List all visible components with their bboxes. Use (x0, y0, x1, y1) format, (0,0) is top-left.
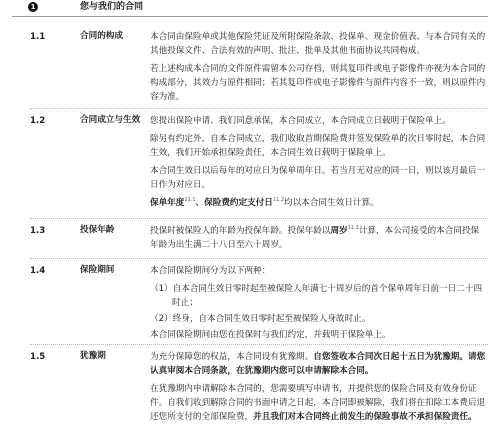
section-body (150, 264, 486, 346)
section-body (150, 350, 486, 428)
section-title: 合同的构成 (80, 31, 123, 41)
term-full-age: 周岁 (330, 226, 348, 236)
section-divider (30, 344, 488, 345)
list-item: （1）自本合同生效日零时起至被保险人年满七十周岁后的首个保单周年日前一日二十四时止； (150, 284, 483, 308)
section-body (150, 30, 486, 108)
paragraph: 本合同生效日以后每年的对应日为保单周年日。若当月无对应的同一日，则以该月最后一日作为对应日。 (150, 166, 486, 190)
paragraph: 您提出保险申请、我们同意承保，本合同成立，本合同成立日载明于保险单上。 (150, 116, 451, 126)
section-divider (30, 258, 488, 259)
footnote-ref: 11.1 (184, 197, 196, 204)
term-policy-year: 保单年度 (150, 198, 185, 208)
text-run: 在犹豫期内申请解除本合同的，您需要填写申请书，并提供您的保险合同及有效身份证件。自我们收到解除合同的书面申请之日起，本合同即被解除，我们将在扣除工本费后退还您所支付的全部保险费， (150, 384, 486, 422)
text-run-bold: 自您签收本合同次日起十五日为犹豫期。请您认真审阅本合同条款，在犹豫期内您可以申请解除本合同。 (150, 352, 486, 376)
paragraph (150, 382, 486, 424)
chapter-title: 您与我们的合同 (80, 2, 144, 12)
section-number: 1.4 (30, 266, 46, 276)
section-title: 合同成立与生效 (80, 115, 141, 125)
paragraph (150, 350, 486, 378)
paragraph: 本合同保险期间分为以下两种： (150, 266, 271, 276)
text-run: 投保时被保险人的年龄为投保年龄。投保年龄以 (150, 226, 331, 236)
term-premium-date: 、保险费约定支付日 (195, 198, 273, 208)
paragraph (150, 224, 486, 252)
text-run: 计算，本公司接受的本合同投保年龄为出生满二十八日至六十周岁。 (150, 226, 480, 250)
footnote-ref: 11.2 (272, 197, 285, 204)
text-run: 为充分保障您的权益，本合同设有犹豫期。 (150, 352, 314, 362)
section-title: 投保年龄 (80, 225, 115, 235)
paragraph: 本合同保险期间由您在投保时与我们约定，并载明于保险单上。 (150, 330, 391, 340)
paragraph: 若上述构成本合同的文件原件需留本公司存档，则其复印件或电子影像件亦视为本合同的构成部分，其效力与原件相同；若其复印件或电子影像件与原件内容不一致，则以原件内容为准。 (150, 64, 486, 102)
section-number: 1.3 (30, 226, 46, 236)
paragraph: 本合同由保险单或其他保险凭证及所附保险条款、投保单、现金价值表、与本合同有关的其他投保文件、合法有效的声明、批注、批单及其他书面协议共同构成。 (150, 32, 486, 56)
text-run: 均以本合同生效日计算。 (284, 198, 379, 208)
text-run-bold: 并且我们对本合同终止前发生的保险事故不承担保险责任。 (253, 412, 477, 422)
section-body (150, 224, 486, 256)
section-number: 1.5 (30, 352, 46, 362)
section-title: 犹豫期 (80, 351, 106, 361)
paragraph (150, 196, 486, 210)
section-title: 保险期间 (80, 265, 115, 275)
section-number: 1.1 (30, 32, 46, 42)
footnote-ref: 11.3 (347, 225, 359, 232)
paragraph: 除另有约定外，自本合同成立，我们收取首期保险费并签发保险单的次日零时起，本合同生效，我们开始承担保险责任，本合同生效日载明于保险单上。 (150, 134, 486, 158)
section-number: 1.2 (30, 116, 46, 126)
chapter-number-icon: 1 (28, 2, 38, 12)
list-item: （2）终身，自本合同生效日零时起至被保险人身故时止。 (150, 314, 371, 324)
section-divider (30, 108, 488, 109)
section-body (150, 114, 486, 214)
section-divider (30, 218, 488, 219)
